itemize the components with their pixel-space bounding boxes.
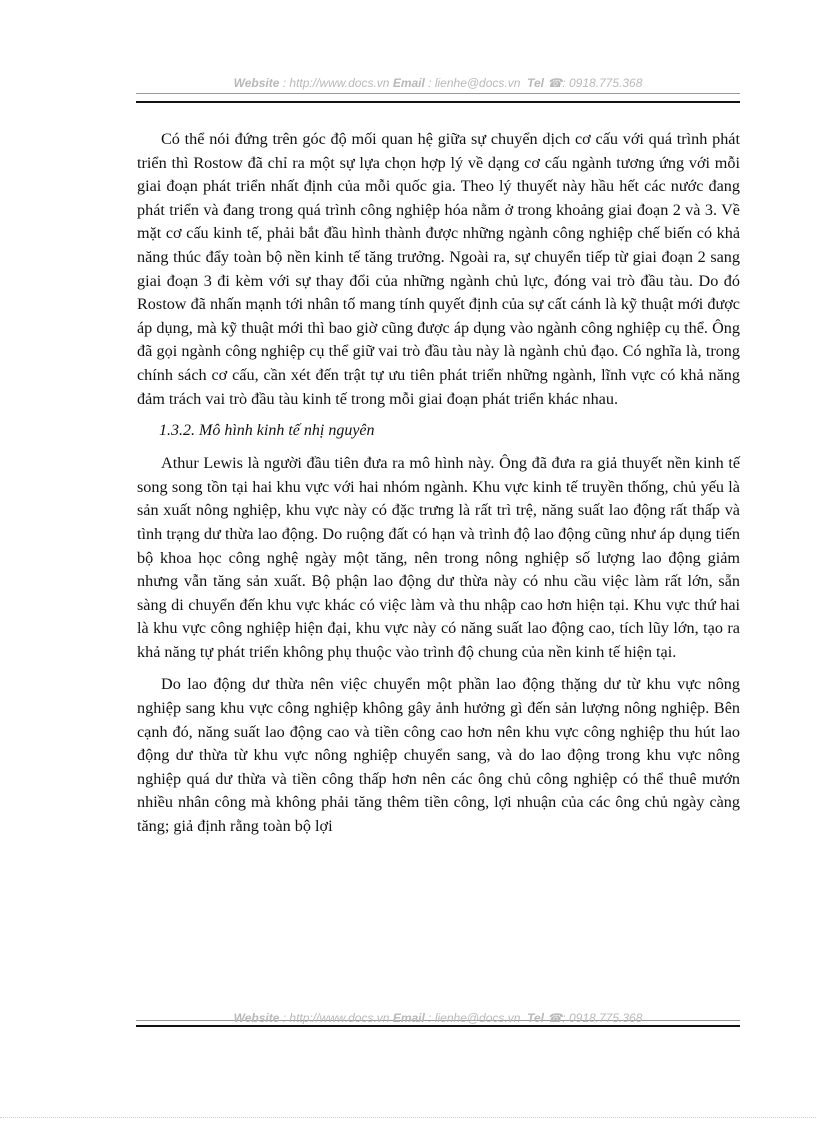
page-header	[136, 76, 740, 90]
paragraph-rostow: Có thể nói đứng trên góc độ mối quan hệ giữa sự chuyển dịch cơ cấu với quá trình phát triển thì Rostow đã chỉ ra một sự lựa chọn hợp lý về dạng cơ cấu ngành tương ứng với mỗi giai đoạn phát triển nhất định của mỗi quốc gia. Theo lý thuyết này hầu hết các nước đang phát triển và đang trong quá trình công nghiệp hóa nằm ở trong khoảng giai đoạn 2 và 3. Về mặt cơ cấu kinh tế, phải bắt đầu hình thành được những ngành công nghiệp chế biến có khả năng thúc đẩy toàn bộ nền kinh tế tăng trưởng. Ngoài ra, sự chuyển tiếp từ giai đoạn 2 sang giai đoạn 3 đi kèm với sự thay đổi của những ngành chủ lực, đóng vai trò đầu tàu. Do đó Rostow đã nhấn mạnh tới nhân tố mang tính quyết định của sự cất cánh là kỹ thuật mới được áp dụng, mà kỹ thuật mới thì bao giờ cũng được áp dụng vào ngành công nghiệp cụ thể. Ông đã gọi ngành công nghiệp cụ thể giữ vai trò đầu tàu này là ngành chủ đạo. Có nghĩa là, trong chính sách cơ cấu, cần xét đến trật tự ưu tiên phát triển những ngành, lĩnh vực có khả năng đảm trách vai trò đầu tàu kinh tế trong mỗi giai đoạn phát triển khác nhau.	[137, 130, 740, 408]
page-edge	[0, 1117, 816, 1118]
paragraph-labor-transfer: Do lao động dư thừa nên việc chuyển một phần lao động thặng dư từ khu vực nông nghiệp sang khu vực công nghiệp không gây ảnh hưởng gì đến sản lượng nông nghiệp. Bên cạnh đó, năng suất lao động cao và tiền công cao hơn nên khu vực công nghiệp thu hút lao động dư thừa từ khu vực nông nghiệp chuyển sang, và do lao động trong khu vực nông nghiệp quá dư thừa và tiền công thấp hơn nên các ông chủ công nghiệp có thể thuê mướn nhiều nhân công mà không phải tăng thêm tiền công, lợi nhuận của các ông chủ ngày càng tăng; giả định rằng toàn bộ lợi	[137, 675, 740, 836]
footer-website-label: Website	[233, 1011, 280, 1024]
section-heading: 1.3.2. Mô hình kinh tế nhị nguyên	[159, 422, 375, 440]
header-tel-value: : 0918.775.368	[562, 76, 643, 90]
footer-email-sep: :	[424, 1011, 435, 1024]
footer-tel-value: : 0918.775.368	[562, 1011, 643, 1024]
page-footer	[136, 1011, 740, 1024]
footer-email-value[interactable]: lienhe@docs.vn	[434, 1011, 521, 1024]
header-website-sep: :	[279, 76, 290, 90]
header-rule-thick	[136, 101, 740, 103]
header-rule-thin	[136, 93, 740, 94]
phone-icon: ☎	[547, 76, 563, 90]
header-tel-label: Tel	[527, 76, 544, 90]
header-website-url[interactable]: http://www.docs.vn	[289, 76, 390, 90]
document-body	[137, 128, 740, 848]
footer-website-url[interactable]: http://www.docs.vn	[289, 1011, 390, 1024]
footer-email-label: Email	[392, 1011, 425, 1024]
header-email-value[interactable]: lienhe@docs.vn	[434, 76, 521, 90]
footer-website-sep: :	[279, 1011, 290, 1024]
phone-icon: ☎	[547, 1011, 563, 1024]
header-email-sep: :	[424, 76, 435, 90]
header-website-label: Website	[233, 76, 280, 90]
footer-tel-label: Tel	[527, 1011, 544, 1024]
footer-rule-thick	[136, 1025, 740, 1027]
header-email-label: Email	[392, 76, 425, 90]
paragraph-lewis-model: Athur Lewis là người đầu tiên đưa ra mô hình này. Ông đã đưa ra giả thuyết nền kinh tế song song tồn tại hai khu vực với hai nhóm ngành. Khu vực kinh tế truyền thống, chủ yếu là sản xuất nông nghiệp, khu vực này có đặc trưng là rất trì trệ, năng suất lao động rất thấp và tình trạng dư thừa lao động. Do ruộng đất có hạn và trình độ lao động cũng như áp dụng tiến bộ khoa học công nghệ ngày một tăng, nên trong nông nghiệp số lượng lao động giảm nhưng vẫn tăng sản xuất. Bộ phận lao động dư thừa này có nhu cầu việc làm rất lớn, sẵn sàng di chuyển đến khu vực khác có việc làm và thu nhập cao hơn hiện tại. Khu vực thứ hai là khu vực công nghiệp hiện đại, khu vực này có năng suất lao động cao, tích lũy lớn, tạo ra khả năng tự phát triển không phụ thuộc vào trình độ chung của nền kinh tế hiện tại.	[137, 454, 740, 661]
